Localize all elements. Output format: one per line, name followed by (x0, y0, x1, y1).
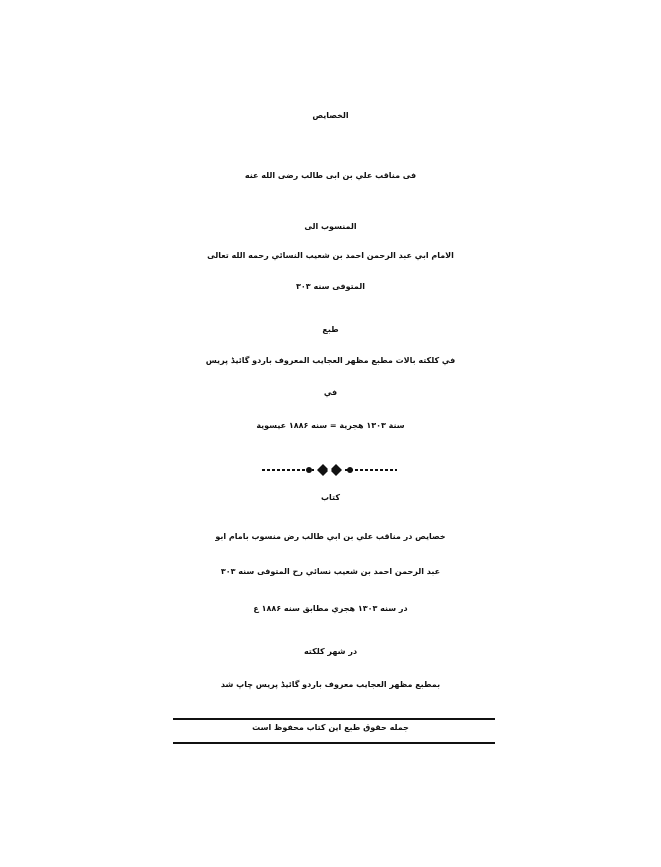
press-line: في كلكته بالات مطبع مظهر العجايب المعروف باردو گائيڈ پريس (205, 356, 456, 365)
date-line: سنة ۱۳۰۳ هجرية = سنه ۱۸۸۶ عيسوية (256, 421, 405, 430)
rights-notice: جمله حقوق طبع اين كتاب محفوظ است (252, 723, 409, 732)
persian-line-1: خصايص در مناقب علي بن ابي طالب رض منسوب بامام ابو (215, 532, 446, 541)
fi-label: في (323, 388, 338, 397)
book-title: الخصايص (312, 111, 349, 120)
attribution-label: المنسوب الی (304, 222, 357, 231)
persian-city: در شهر كلكته (303, 647, 358, 656)
rights-rule-bottom (173, 742, 495, 744)
author-line-1: الامام ابي عبد الرحمن احمد بن شعيب النسائي رحمه الله تعالی (207, 251, 454, 260)
persian-line-3: در سنه ۱۳۰۳ هجري مطابق سنه ۱۸۸۶ ع (253, 604, 408, 613)
persian-heading: کتاب (321, 493, 340, 502)
decorative-chain-divider-icon (262, 461, 397, 479)
persian-press: بمطبع مظهر العجايب معروف باردو گائيڈ پريس چاپ شد (220, 680, 441, 689)
printed-label: طبع (322, 325, 339, 334)
rights-rule-top (173, 718, 495, 720)
book-subtitle: فی مناقب علي بن ابی طالب رضی الله عنه (244, 171, 417, 180)
persian-line-2: عبد الرحمن احمد بن شعيب نسائي رح المتوفی سنه ۳۰۳ (220, 567, 441, 576)
author-line-2: المتوفی سنه ۳۰۳ (296, 282, 365, 291)
